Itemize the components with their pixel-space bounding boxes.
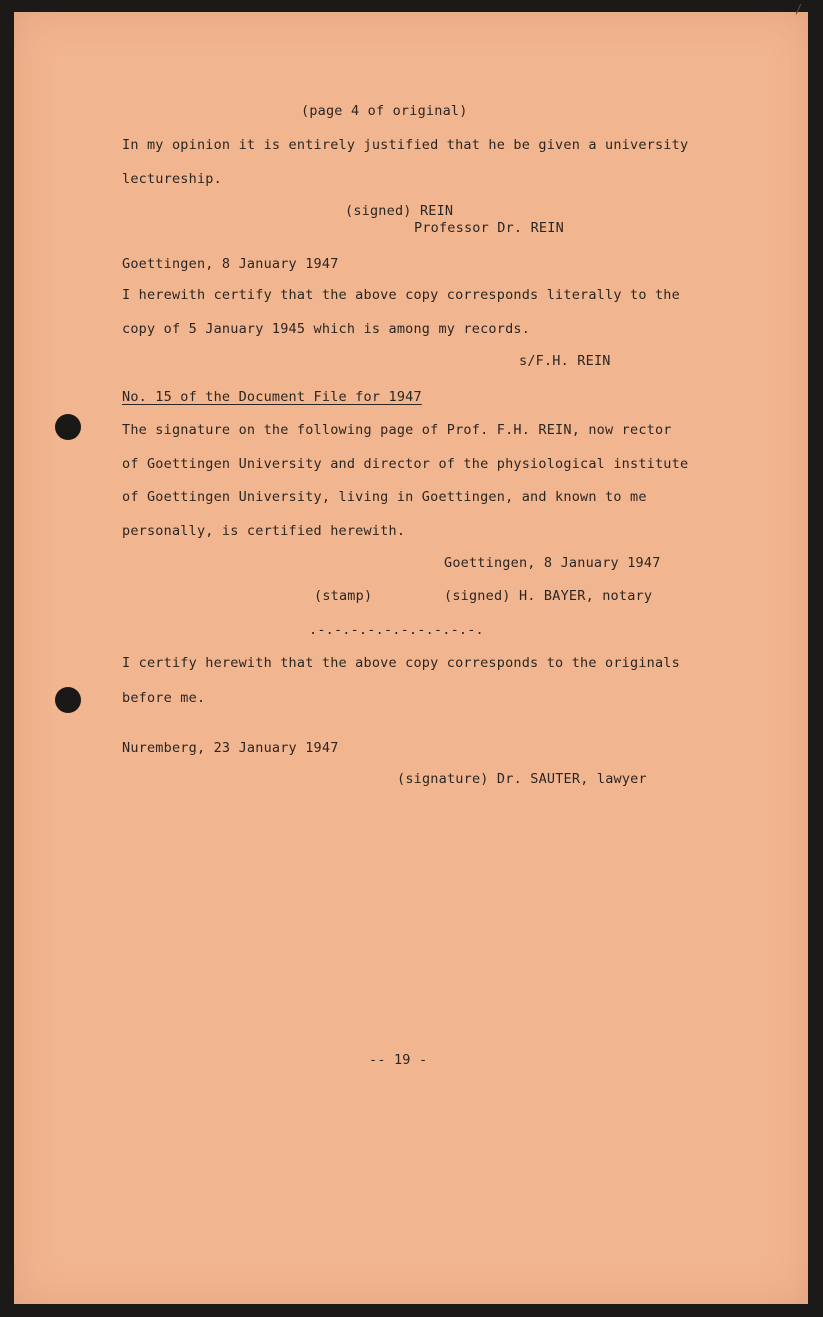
stamp-note: (stamp) [314,588,373,604]
certification-2-line-2: before me. [122,690,206,706]
certification-1-signature: s/F.H. REIN [519,353,611,369]
file-entry-heading: No. 15 of the Document File for 1947 [122,389,422,405]
file-entry-line-1: The signature on the following page of Prof. F.H. REIN, now rector [122,422,672,438]
notary-signature: (signed) H. BAYER, notary [444,588,653,604]
separator-line: .-.-.-.-.-.-.-.-.-.-. [309,622,484,638]
page-number: -- 19 - [369,1052,428,1068]
certification-2-place-date: Nuremberg, 23 January 1947 [122,740,339,756]
opinion-line-1: In my opinion it is entirely justified that he be given a university [122,137,689,153]
punch-hole-bottom [55,687,81,713]
opinion-signer-title: Professor Dr. REIN [414,220,564,236]
certification-2-signature: (signature) Dr. SAUTER, lawyer [397,771,647,787]
certification-1-line-2: copy of 5 January 1945 which is among my records. [122,321,531,337]
file-entry-line-4: personally, is certified herewith. [122,523,406,539]
certification-1-line-1: I herewith certify that the above copy corresponds literally to the [122,287,680,303]
opinion-signed: (signed) REIN [345,203,454,219]
corner-mark: / [795,2,803,16]
file-entry-line-3: of Goettingen University, living in Goettingen, and known to me [122,489,647,505]
punch-hole-top [55,414,81,440]
certification-1-place-date: Goettingen, 8 January 1947 [122,256,339,272]
file-entry-place-date: Goettingen, 8 January 1947 [444,555,661,571]
certification-2-line-1: I certify herewith that the above copy corresponds to the originals [122,655,680,671]
opinion-line-2: lectureship. [122,171,222,187]
file-entry-line-2: of Goettingen University and director of the physiological institute [122,456,689,472]
page-header: (page 4 of original) [301,103,468,119]
